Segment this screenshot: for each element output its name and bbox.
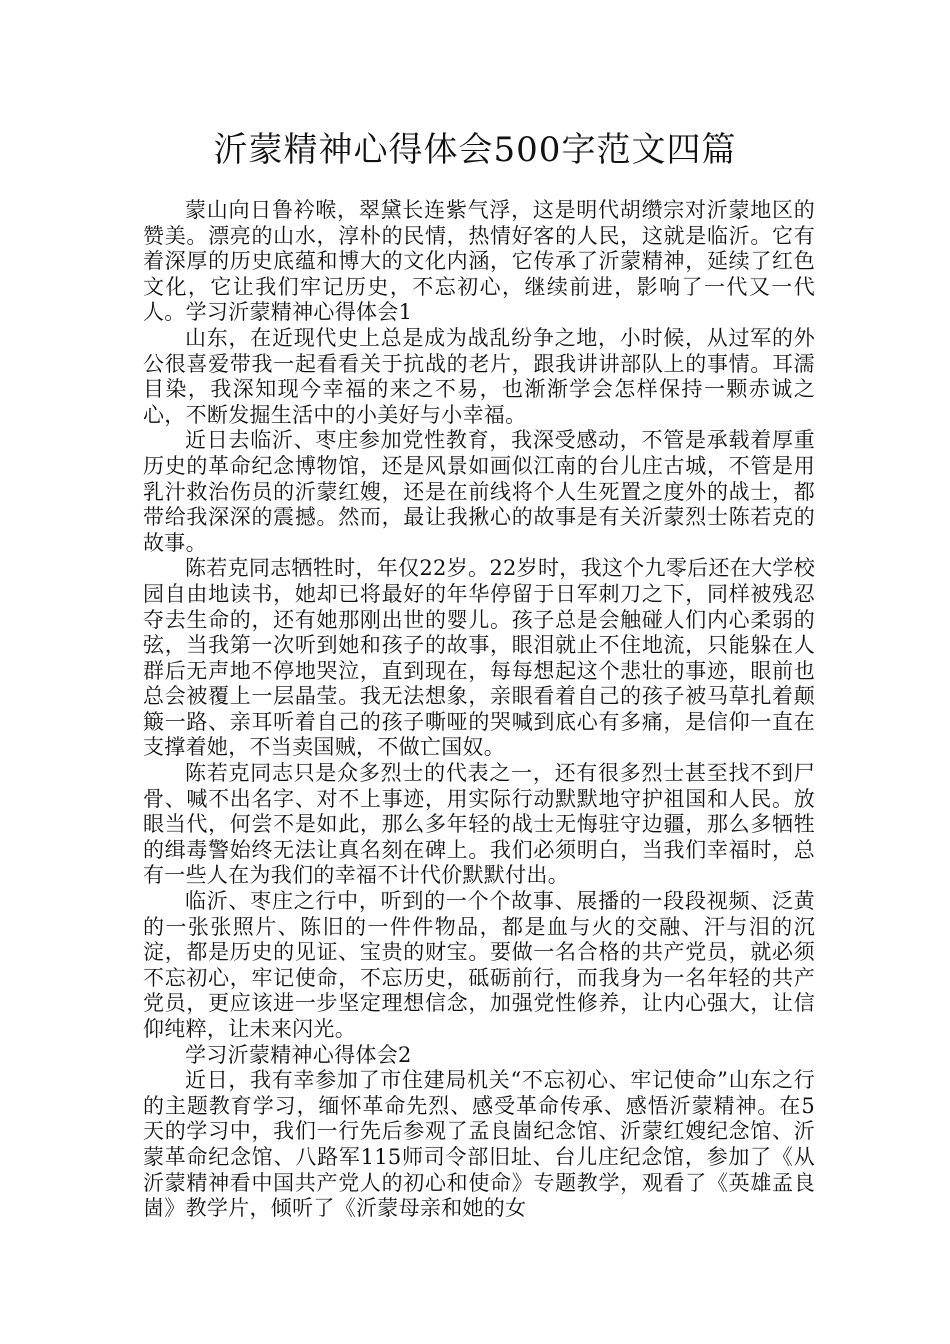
document-title: 沂蒙精神心得体会500字范文四篇 (213, 130, 737, 170)
section-heading-2: 学习沂蒙精神心得体会2 (185, 1042, 412, 1067)
paragraph-7: 近日，我有幸参加了市住建局机关“不忘初心、牢记使命”山东之行的主题教育学习，缅怀革命先烈、感受革命传承、感悟沂蒙精神。在5天的学习中，我们一行先后参观了孟良崮纪念馆、沂蒙红嫂纪念馆、沂蒙革命纪念馆、八路军115师司令部旧址、台儿庄纪念馆，参加了《从沂蒙精神看中国共产党人的初心和使命》专题教学，观看了《英雄孟良崮》教学片，倾听了《沂蒙母亲和她的女 (143, 1068, 815, 1221)
paragraph-4: 陈若克同志牺牲时，年仅22岁。22岁时，我这个九零后还在大学校园自由地读书，她却已将最好的年华停留于日军刺刀之下，同样被残忍夺去生命的，还有她那刚出世的婴儿。孩子总是会触碰人们内心柔弱的弦，当我第一次听到她和孩子的故事，眼泪就止不住地流，只能躲在人群后无声地不停地哭泣，直到现在，每每想起这个悲壮的事迹，眼前也总会被覆上一层晶莹。我无法想象，亲眼看着自己的孩子被马草扎着颠簸一路、亲耳听着自己的孩子嘶哑的哭喊到底心有多痛，是信仰一直在支撑着她，不当卖国贼，不做亡国奴。 (143, 556, 815, 760)
document-body (143, 198, 815, 1222)
paragraph-1: 蒙山向日鲁衿喉，翠黛长连紫气浮，这是明代胡缵宗对沂蒙地区的赞美。漂亮的山水，淳朴的民情，热情好客的人民，这就是临沂。它有着深厚的历史底蕴和博大的文化内涵，它传承了沂蒙精神，延续了红色文化，它让我们牢记历史，不忘初心，继续前进，影响了一代又一代人。学习沂蒙精神心得体会1 (143, 198, 815, 325)
paragraph-3: 近日去临沂、枣庄参加党性教育，我深受感动，不管是承载着厚重历史的革命纪念博物馆，还是风景如画似江南的台儿庄古城，不管是用乳汁救治伤员的沂蒙红嫂，还是在前线将个人生死置之度外的战士，都带给我深深的震撼。然而，最让我揪心的故事是有关沂蒙烈士陈若克的故事。 (143, 428, 815, 555)
paragraph-5: 陈若克同志只是众多烈士的代表之一，还有很多烈士甚至找不到尸骨、喊不出名字、对不上事迹，用实际行动默默地守护祖国和人民。放眼当代，何尝不是如此，那么多年轻的战士无悔驻守边疆，那么多牺牲的缉毒警始终无法让真名刻在碑上。我们必须明白，当我们幸福时，总有一些人在为我们的幸福不计代价默默付出。 (143, 761, 815, 888)
paragraph-2: 山东，在近现代史上总是成为战乱纷争之地，小时候，从过军的外公很喜爱带我一起看看关于抗战的老片，跟我讲讲部队上的事情。耳濡目染，我深知现今幸福的来之不易，也渐渐学会怎样保持一颗赤诚之心，不断发掘生活中的小美好与小幸福。 (143, 325, 815, 427)
paragraph-6: 临沂、枣庄之行中，听到的一个个故事、展播的一段段视频、泛黄的一张张照片、陈旧的一件件物品，都是血与火的交融、汗与泪的沉淀，都是历史的见证、宝贵的财宝。要做一名合格的共产党员，就必须不忘初心，牢记使命，不忘历史，砥砺前行，而我身为一名年轻的共产党员，更应该进一步坚定理想信念，加强党性修养，让内心强大，让信仰纯粹，让未来闪光。 (143, 889, 815, 1041)
